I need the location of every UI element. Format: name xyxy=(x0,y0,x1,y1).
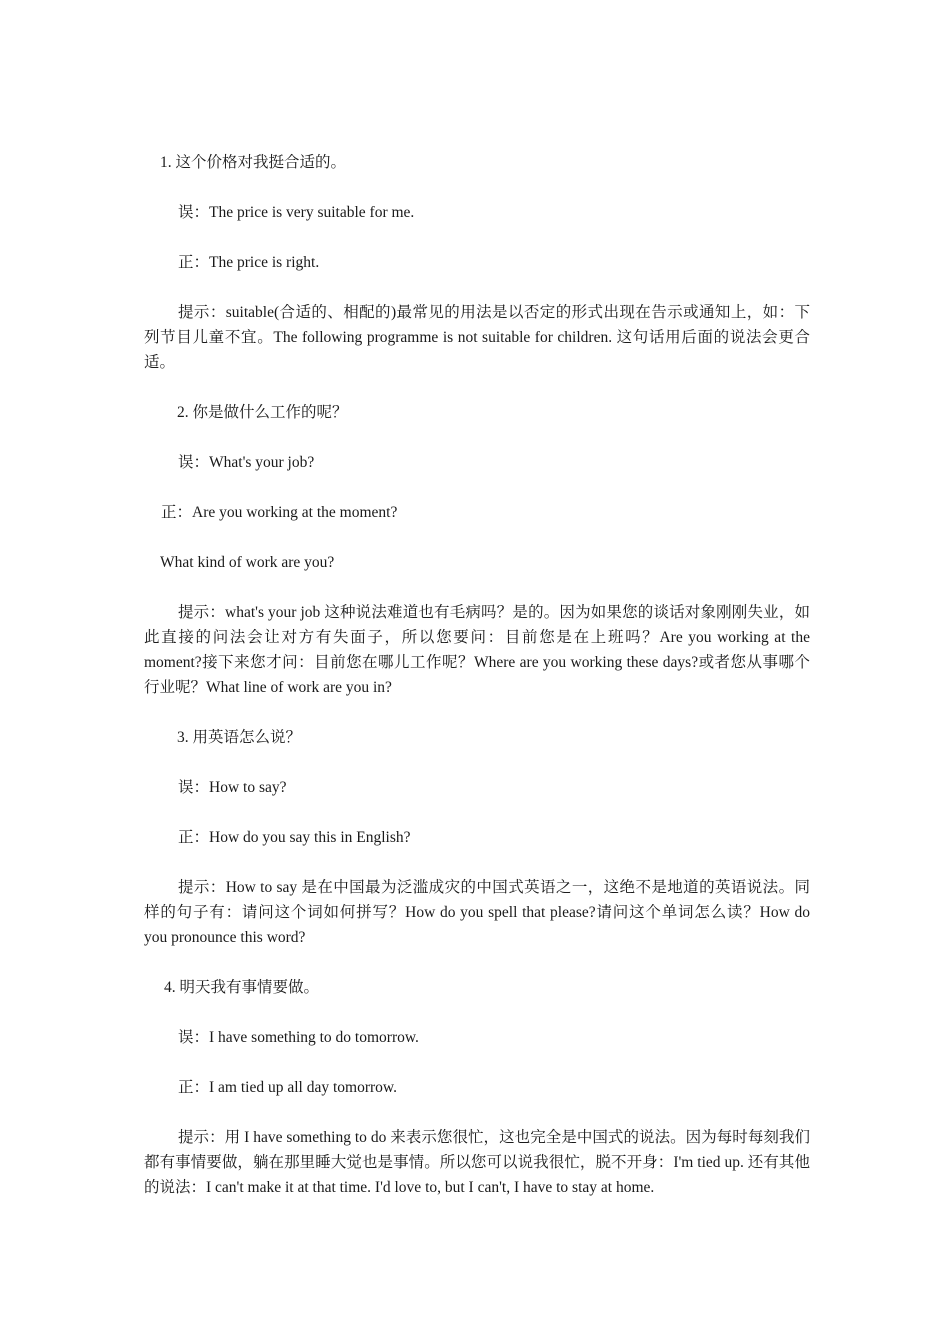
section-4-right: 正：I am tied up all day tomorrow. xyxy=(178,1079,397,1096)
section-3-right: 正：How do you say this in English? xyxy=(178,829,411,846)
section-2-right-alt: What kind of work are you? xyxy=(160,554,335,571)
document-body xyxy=(144,150,810,1225)
section-2-right: 正：Are you working at the moment? xyxy=(161,504,398,521)
section-4-tip: 提示：用 I have something to do 来表示您很忙，这也完全是中国式的说法。因为每时每刻我们都有事情要做，躺在那里睡大觉也是事情。所以您可以说我很忙，脱不开身：I'm tied up. 还有其他的说法：I can't make it at that time. I'd love to, but I can't, I have to stay at home. xyxy=(144,1129,810,1196)
section-3-title: 3. 用英语怎么说？ xyxy=(177,729,302,746)
section-1-wrong: 误：The price is very suitable for me. xyxy=(178,204,415,221)
section-2-tip: 提示：what's your job 这种说法难道也有毛病吗？是的。因为如果您的谈话对象刚刚失业，如此直接的问法会让对方有失面子，所以您要问：目前您是在上班吗？Are you working at the moment?接下来您才问：目前您在哪儿工作呢？Where are you working these days?或者您从事哪个行业呢？What line of work are you in? xyxy=(144,604,810,696)
section-1-title: 1. 这个价格对我挺合适的。 xyxy=(160,154,347,171)
section-2-wrong: 误：What's your job? xyxy=(178,454,315,471)
section-3-tip: 提示：How to say 是在中国最为泛滥成灾的中国式英语之一，这绝不是地道的英语说法。同样的句子有：请问这个词如何拼写？How do you spell that please?请问这个单词怎么读？How do you pronounce this word? xyxy=(144,879,810,946)
section-1-right: 正：The price is right. xyxy=(178,254,320,271)
section-1-tip: 提示：suitable(合适的、相配的)最常见的用法是以否定的形式出现在告示或通知上，如：下列节目儿童不宜。The following programme is not suitable for children. 这句话用后面的说法会更合适。 xyxy=(144,304,810,371)
section-3-wrong: 误：How to say? xyxy=(178,779,287,796)
section-2-title: 2. 你是做什么工作的呢？ xyxy=(177,404,348,421)
section-4-title: 4. 明天我有事情要做。 xyxy=(164,979,320,996)
section-4-wrong: 误：I have something to do tomorrow. xyxy=(178,1029,419,1046)
